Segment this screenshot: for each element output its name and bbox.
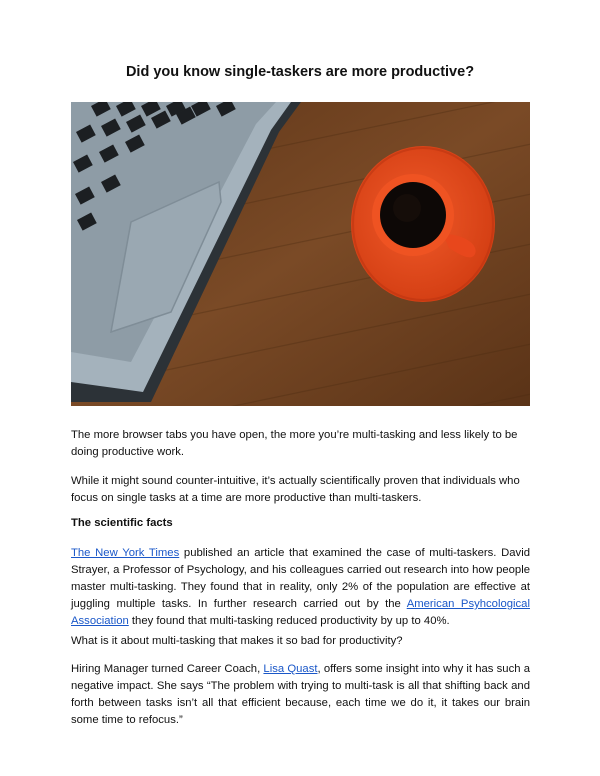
career-coach-paragraph bbox=[71, 661, 530, 729]
coach-text-1: Hiring Manager turned Career Coach, bbox=[71, 663, 264, 675]
coach-text-2: , offers some insight into why it has such a negative impact. She says “The problem with trying to multi-task is all that shifting back and forth between tasks isn’t all that efficient because, each time we do it, it takes our brain some time to refocus.” bbox=[71, 663, 530, 726]
scientific-facts-paragraph bbox=[71, 545, 530, 630]
laptop-coffee-photo bbox=[71, 102, 530, 406]
nyt-link[interactable]: The New York Times bbox=[71, 547, 180, 559]
section-heading: The scientific facts bbox=[71, 517, 173, 529]
facts-text-2: they found that multi-tasking reduced productivity by up to 40%. bbox=[128, 615, 450, 627]
facts-text-1: published an article that examined the case of multi-taskers. David Strayer, a Professor of Psychology, and his colleagues carried out research into how people master multi-tasking. They found that in reality, only 2% of the population are effective at juggling multiple tasks. In further research carried out by the bbox=[71, 547, 530, 610]
apa-link[interactable]: American Psyhcological Association bbox=[71, 598, 530, 627]
counter-intuitive-paragraph: While it might sound counter-intuitive, it’s actually scientifically proven that individuals who focus on single tasks at a time are more productive than multi-taskers. bbox=[71, 475, 520, 504]
question-paragraph: What is it about multi-tasking that makes it so bad for productivity? bbox=[71, 635, 403, 647]
page-title: Did you know single-taskers are more productive? bbox=[125, 64, 475, 80]
hero-image bbox=[71, 102, 530, 406]
coffee-cup bbox=[351, 146, 495, 302]
intro-paragraph: The more browser tabs you have open, the more you’re multi-tasking and less likely to be doing productive work. bbox=[71, 429, 518, 458]
lisa-quast-link[interactable]: Lisa Quast bbox=[263, 663, 318, 675]
